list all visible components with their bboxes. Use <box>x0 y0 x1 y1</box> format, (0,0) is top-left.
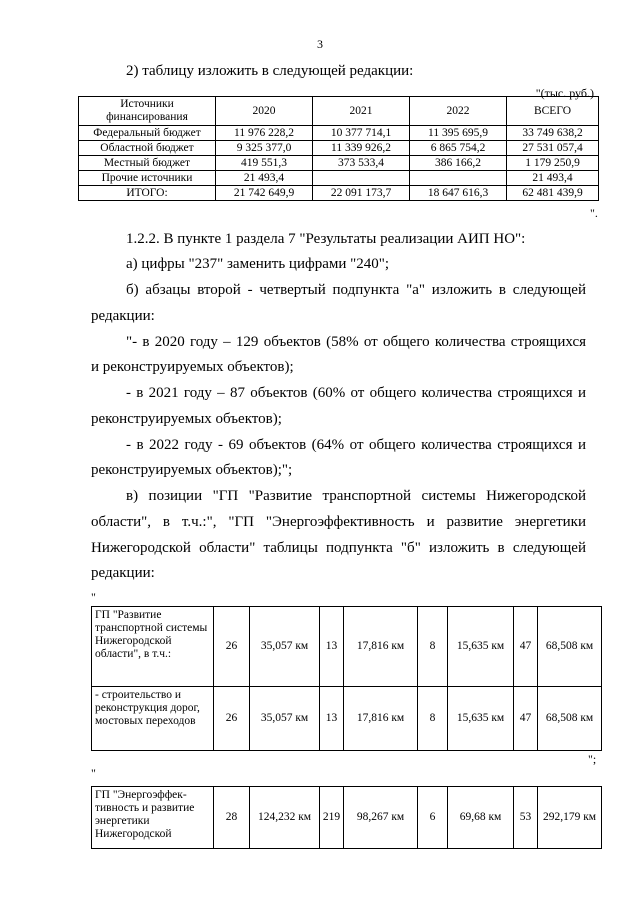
table-row <box>92 607 602 687</box>
table-cell: 47 <box>514 687 538 751</box>
table-cell: 35,057 км <box>250 607 320 687</box>
paragraph: 1.2.2. В пункте 1 раздела 7 "Результаты реализации АИП НО": <box>126 231 526 247</box>
table-cell: 13 <box>320 687 344 751</box>
table-cell: 22 091 173,7 <box>313 186 410 201</box>
paragraph: в) позиции "ГП "Развитие транспортной системы Нижегородской <box>126 488 586 504</box>
paragraph: - в 2022 году - 69 объектов (64% от общего количества строящихся и <box>126 437 586 453</box>
table-cell: 6 865 754,2 <box>410 141 507 156</box>
table-cell: 11 976 228,2 <box>216 126 313 141</box>
gp-name-cell: - строительство и реконструкция дорог, мостовых переходов <box>92 687 214 751</box>
page-number: 3 <box>317 37 323 51</box>
table-cell: 47 <box>514 607 538 687</box>
table-cell: 62 481 439,9 <box>507 186 599 201</box>
table-cell: 28 <box>214 787 250 849</box>
table-cell: 26 <box>214 687 250 751</box>
table-cell: 98,267 км <box>344 787 418 849</box>
paragraph: "- в 2020 году – 129 объектов (58% от общего количества строящихся <box>126 334 586 350</box>
table-cell: 9 325 377,0 <box>216 141 313 156</box>
gp-table-transport <box>91 606 602 751</box>
table-cell: 419 551,3 <box>216 156 313 171</box>
quote-mark: " <box>91 766 96 780</box>
table-row <box>79 126 599 141</box>
table-cell: 21 493,4 <box>216 171 313 186</box>
table-cell: 6 <box>418 787 448 849</box>
header-cell: ВСЕГО <box>507 97 599 126</box>
paragraph: реконструируемых объектов);"; <box>91 462 293 478</box>
table-cell: 33 749 638,2 <box>507 126 599 141</box>
table-cell: 124,232 км <box>250 787 320 849</box>
table-row <box>79 156 599 171</box>
paragraph: б) абзацы второй - четвертый подпункта "а" изложить в следующей <box>126 282 586 298</box>
gp-table-energy <box>91 786 602 849</box>
table-row <box>92 687 602 751</box>
table-cell: Прочие источники <box>79 171 216 186</box>
header-cell: 2022 <box>410 97 507 126</box>
gp-name-cell: ГП "Развитие транспортной системы Нижегородской области", в т.ч.: <box>92 607 214 687</box>
table-cell: 10 377 714,1 <box>313 126 410 141</box>
table-cell: 11 395 695,9 <box>410 126 507 141</box>
table-cell: 11 339 926,2 <box>313 141 410 156</box>
table-cell: 69,68 км <box>448 787 514 849</box>
header-cell: Источники финансирования <box>79 97 216 126</box>
table-cell: 68,508 км <box>538 687 602 751</box>
table-cell <box>313 171 410 186</box>
table-cell: Местный бюджет <box>79 156 216 171</box>
finance-table <box>78 96 599 201</box>
paragraph: редакции: <box>91 565 155 581</box>
table-cell: Федеральный бюджет <box>79 126 216 141</box>
finance-table-closing: ". <box>590 206 598 220</box>
paragraph: - в 2021 году – 87 объектов (60% от общего количества строящихся и <box>126 385 586 401</box>
table-cell: 21 742 649,9 <box>216 186 313 201</box>
table-cell <box>410 171 507 186</box>
paragraph: области", в т.ч.:", "ГП "Энергоэффективность и развитие энергетики <box>91 514 586 530</box>
header-cell: 2021 <box>313 97 410 126</box>
table-cell: Областной бюджет <box>79 141 216 156</box>
gp-table-closing: "; <box>588 752 597 766</box>
table-cell: 292,179 км <box>538 787 602 849</box>
paragraph: редакции: <box>91 308 155 324</box>
unit-note: "(тыс. руб.) <box>535 86 594 100</box>
table-cell: 219 <box>320 787 344 849</box>
table-cell: 53 <box>514 787 538 849</box>
table-cell: 373 533,4 <box>313 156 410 171</box>
paragraph: реконструируемых объектов); <box>91 411 282 427</box>
table-cell: 17,816 км <box>344 607 418 687</box>
finance-table-header <box>79 97 599 126</box>
header-cell: 2020 <box>216 97 313 126</box>
table-cell: 15,635 км <box>448 607 514 687</box>
table-cell: 26 <box>214 607 250 687</box>
table-cell: 8 <box>418 607 448 687</box>
table-cell: ИТОГО: <box>79 186 216 201</box>
table-cell: 13 <box>320 607 344 687</box>
paragraph: Нижегородской области" таблицы подпункта "б" изложить в следующей <box>91 540 586 556</box>
gp-name-cell: ГП "Энергоэффек-тивность и развитие энергетики Нижегородской <box>92 787 214 849</box>
table-cell: 8 <box>418 687 448 751</box>
intro-line: 2) таблицу изложить в следующей редакции: <box>126 63 414 79</box>
table-cell: 35,057 км <box>250 687 320 751</box>
table-cell: 18 647 616,3 <box>410 186 507 201</box>
paragraph: а) цифры "237" заменить цифрами "240"; <box>126 256 390 272</box>
table-row <box>79 186 599 201</box>
table-cell: 1 179 250,9 <box>507 156 599 171</box>
table-cell: 15,635 км <box>448 687 514 751</box>
paragraph: и реконструируемых объектов); <box>91 359 294 375</box>
table-cell: 21 493,4 <box>507 171 599 186</box>
quote-mark: " <box>91 590 96 604</box>
table-row <box>79 141 599 156</box>
table-row <box>79 171 599 186</box>
table-cell: 386 166,2 <box>410 156 507 171</box>
table-cell: 27 531 057,4 <box>507 141 599 156</box>
table-cell: 68,508 км <box>538 607 602 687</box>
table-row <box>92 787 602 849</box>
table-cell: 17,816 км <box>344 687 418 751</box>
